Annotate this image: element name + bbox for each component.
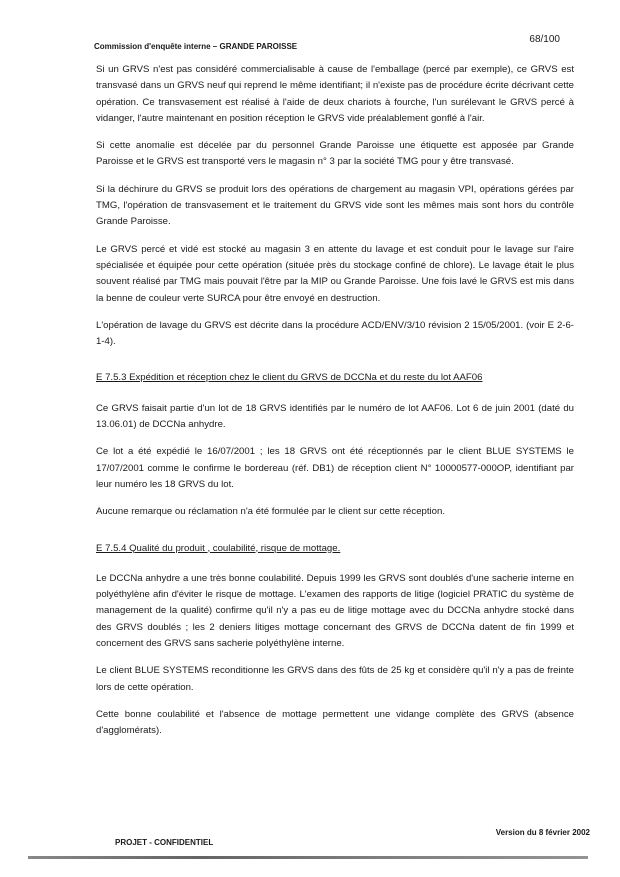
document-body (96, 62, 574, 751)
paragraph: Si la déchirure du GRVS se produit lors des opérations de chargement au magasin VPI, opérations gérées par TMG, l'opération de transvasement et le traitement du GRVS vide sont les mêmes mais sont hors du contrôle Grande Paroisse. (96, 183, 574, 228)
paragraph: Ce GRVS faisait partie d'un lot de 18 GRVS identifiés par le numéro de lot AAF06. Lot 6 de juin 2001 (daté du 13.06.01) de DCCNa anhydre. (96, 402, 574, 431)
paragraph: Le DCCNa anhydre a une très bonne coulabilité. Depuis 1999 les GRVS sont doublés d'une sacherie interne en polyéthylène afin d'éviter le risque de mottage. L'examen des rapports de litige (logiciel PRATIC du système de management de la qualité) confirme qu'il n'y a pas eu de litige mottage avec du DCCNa anhydre stocké dans des GRVS doublés ; les 2 deniers litiges mottage concernant des GRVS de DCCNa datent de fin 1999 et concernent des GRVS sans sacherie polyéthylène interne. (96, 572, 574, 650)
header-title: Commission d'enquête interne – GRANDE PAROISSE (94, 42, 298, 51)
page-number: 68/100 (529, 34, 560, 45)
paragraph: Aucune remarque ou réclamation n'a été formulée par le client sur cette réception. (96, 506, 445, 518)
paragraph: Ce lot a été expédié le 16/07/2001 ; les 18 GRVS ont été réceptionnés par le client BLUE SYSTEMS le 17/07/2001 comme le confirme le bordereau (réf. DB1) de réception client N° 10000577-000OP, identifiant par leur numéro les 18 GRVS du lot. (96, 446, 574, 490)
paragraph: Le GRVS percé et vidé est stocké au magasin 3 en attente du lavage et est conduit pour le lavage sur l'aire spécialisée et équipée pour cette opération (située près du stockage confiné de chlore). Le lavage était le plus souvent réalisé par TMG mais pouvait l'être par la MIP ou Grande Paroisse. Une fois lavé le GRVS est mis dans la benne de couleur verte SURCA pour être envoyé en destruction. (96, 243, 574, 304)
paragraph: Cette bonne coulabilité et l'absence de mottage permettent une vidange complète des GRVS (absence d'agglomérats). (96, 708, 574, 737)
version-date: Version du 8 février 2002 (495, 828, 590, 837)
paragraph: Si cette anomalie est décelée par du personnel Grande Paroisse une étiquette est apposée par Grande Paroisse et le GRVS est transporté vers le magasin n° 3 par la société TMG pour y être transvasé. (96, 140, 574, 168)
confidential-label: PROJET - CONFIDENTIEL (115, 838, 214, 847)
paragraph: Si un GRVS n'est pas considéré commercialisable à cause de l'emballage (percé par exemple), ce GRVS est transvasé dans un GRVS neuf qui reprend le même identifiant; il n'existe pas de procédure écrite décrivant cette opération. Ce transvasement est réalisé à l'aide de deux chariots à fourche, l'un surélevant le GRVS percé à vidanger, l'autre maintenant en position réception le GRVS vide préalablement gonflé à l'air. (96, 64, 574, 124)
paragraph: Le client BLUE SYSTEMS reconditionne les GRVS dans des fûts de 25 kg et considère qu'il n'y a pas de freinte lors de cette opération. (96, 665, 574, 693)
section-heading: E 7.5.4 Qualité du produit , coulabilité, risque de mottage. (96, 542, 341, 554)
section-heading: E 7.5.3 Expédition et réception chez le client du GRVS de DCCNa et du reste du lot AAF06 (96, 372, 483, 384)
scan-artifact-line (28, 856, 588, 859)
paragraph: L'opération de lavage du GRVS est décrite dans la procédure ACD/ENV/3/10 révision 2 15/05/2001. (voir E 2-6-1-4). (96, 319, 574, 348)
